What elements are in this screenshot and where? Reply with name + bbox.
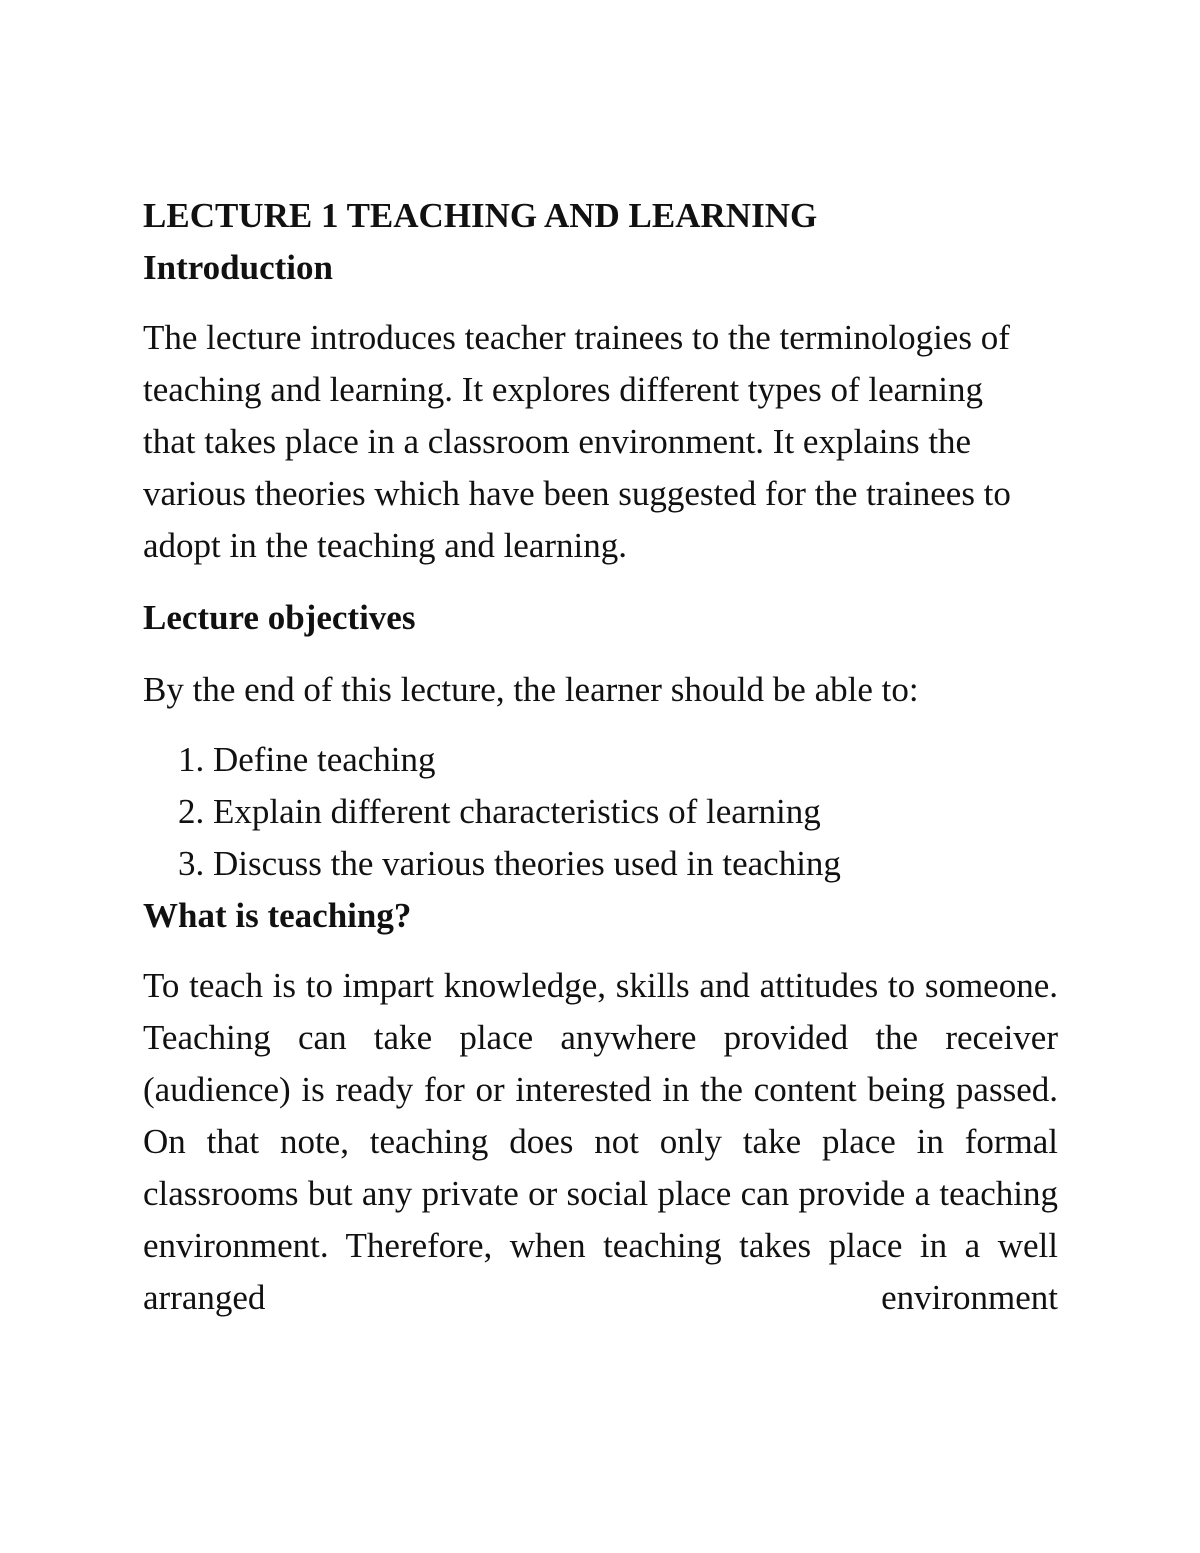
objective-item — [143, 734, 1058, 786]
objective-number: 2. — [178, 792, 205, 831]
objectives-lead: By the end of this lecture, the learner should be able to: — [143, 670, 919, 709]
objective-text: Explain different characteristics of learning — [213, 792, 821, 831]
document-title: LECTURE 1 TEACHING AND LEARNING — [143, 196, 818, 235]
what-is-teaching-heading: What is teaching? — [143, 896, 412, 935]
objective-text: Define teaching — [213, 740, 436, 779]
objective-number: 3. — [178, 844, 205, 883]
objective-text: Discuss the various theories used in teaching — [213, 844, 841, 883]
objective-number: 1. — [178, 740, 205, 779]
objectives-heading: Lecture objectives — [143, 598, 416, 637]
objectives-list — [143, 734, 1058, 890]
introduction-paragraph: The lecture introduces teacher trainees to the terminologies of teaching and learning. It explores different types of learning that takes place in a classroom environment. It explains the various theories which have been suggested for the trainees to adopt in the teaching and learning. — [143, 318, 1011, 565]
document-page — [143, 190, 1058, 1324]
objective-item — [143, 838, 1058, 890]
what-is-teaching-paragraph: To teach is to impart knowledge, skills and attitudes to someone. Teaching can take place anywhere provided the receiver (audience) is ready for or interested in the content being passed. On that note, teaching does not only take place in formal classrooms but any private or social place can provide a teaching environment. Therefore, when teaching takes place in a well arranged environment — [143, 966, 1058, 1317]
objective-item — [143, 786, 1058, 838]
introduction-heading: Introduction — [143, 248, 333, 287]
